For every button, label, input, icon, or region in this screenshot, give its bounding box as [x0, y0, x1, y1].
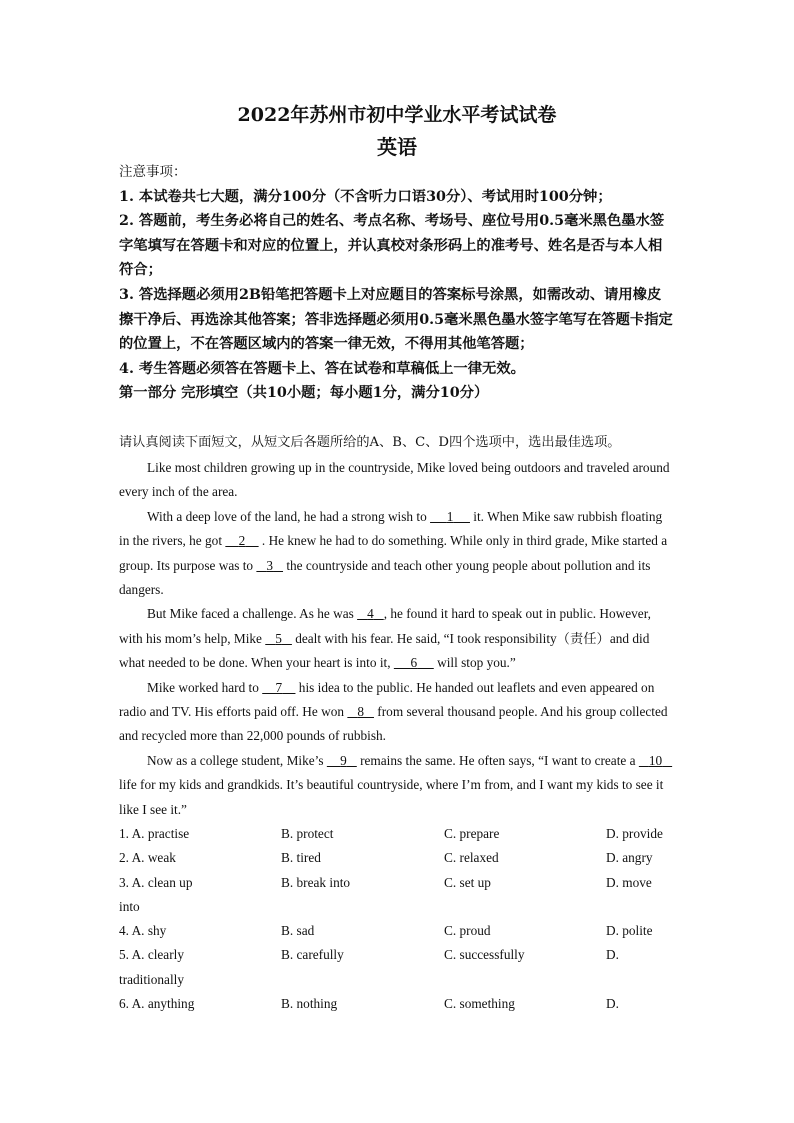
passage-text: remains the same. He often says, “I want to create a: [356, 752, 639, 768]
option-b: B. break into: [281, 874, 351, 890]
passage-text: With a deep love of the land, he had a strong wish to: [147, 508, 431, 524]
blank-1: 1: [446, 508, 454, 524]
option-a: 4. A. shy: [119, 923, 167, 939]
notes-section: [119, 160, 675, 406]
passage-text: But Mike faced a challenge. As he was: [147, 606, 358, 622]
option-c: C. prepare: [444, 826, 500, 841]
blank-5: 5: [275, 630, 282, 646]
option-b: B. carefully: [281, 947, 344, 963]
blank-9: 9: [340, 752, 347, 768]
passage-text: life for my kids and grandkids. It’s beautiful countryside, where I’m from, and I want my kids to see it like I see it.”: [119, 777, 664, 817]
option-row-wrap: [119, 968, 675, 992]
passage-text: dealt with his fear. He said, “I took responsibility（责任）and did what needed to be done. When your heart is into it,: [119, 630, 650, 671]
option-row: [119, 992, 675, 1016]
option-row: [119, 846, 675, 870]
blank-4: 4: [367, 606, 374, 622]
option-a: 1. A. practise: [119, 826, 190, 841]
option-a: 5. A. clearly: [119, 947, 184, 963]
option-wrap: into: [119, 898, 140, 914]
option-d: D. provide: [606, 826, 663, 841]
option-wrap: traditionally: [119, 971, 184, 987]
option-c: C. relaxed: [444, 850, 499, 866]
option-a: 3. A. clean up: [119, 874, 193, 890]
option-b: B. sad: [281, 923, 315, 939]
option-b: B. nothing: [281, 996, 338, 1012]
passage-paragraph-3: [119, 602, 675, 675]
blank-7: 7: [275, 679, 283, 695]
blank-10: 10: [648, 752, 663, 768]
passage: [119, 456, 675, 822]
option-row-wrap: [119, 895, 675, 919]
option-row: [119, 919, 675, 943]
blank-8: 8: [357, 704, 364, 720]
passage-text: his idea to the public. He handed out leaflets and even appeared on radio and TV. His efforts paid off. He won: [119, 679, 655, 720]
option-d: D.: [606, 996, 619, 1012]
option-d: D. polite: [606, 923, 653, 939]
option-b: B. protect: [281, 826, 334, 841]
note-item-2: 2. 答题前，考生务必将自己的姓名、考点名称、考场号、座位号用0.5毫米黑色墨水签字笔填写在答题卡和对应的位置上，并认真校对条形码上的准考号、姓名是否与本人相符合；: [119, 213, 665, 279]
passage-text: Mike worked hard to: [147, 679, 263, 695]
exam-title: 2022年苏州市初中学业水平考试试卷: [237, 104, 557, 126]
blank-6: 6: [410, 655, 418, 671]
option-row: [119, 822, 675, 846]
options-list: [119, 822, 675, 1016]
option-d: D. angry: [606, 850, 653, 866]
passage-paragraph-4: [119, 676, 675, 749]
note-item-1: 1. 本试卷共七大题，满分100分（不含听力口语30分）、考试用时100分钟；: [119, 188, 612, 205]
passage-text: , he found it hard to speak out in public. However, with his mom’s help, Mike: [119, 606, 651, 646]
option-d: D.: [606, 947, 619, 963]
option-row: [119, 943, 675, 967]
passage-text: . He knew he had to do something. While only in third grade, Mike started a group. Its purpose was to: [119, 533, 668, 573]
passage-paragraph-1: Like most children growing up in the countryside, Mike loved being outdoors and traveled around every inch of the area.: [119, 460, 670, 500]
option-row: [119, 871, 675, 895]
passage-paragraph-2: [119, 505, 675, 603]
note-item-4: 4. 考生答题必须答在答题卡上、答在试卷和草稿低上一律无效。: [119, 360, 525, 377]
option-b: B. tired: [281, 850, 321, 866]
section-instruction: 请认真阅读下面短文，从短文后各题所给的A、B、C、D四个选项中，选出最佳选项。: [119, 435, 621, 450]
passage-text: the countryside and teach other young people about pollution and its dangers.: [119, 557, 651, 598]
option-c: C. set up: [444, 874, 491, 890]
option-a: 6. A. anything: [119, 996, 195, 1012]
blank-2: 2: [238, 533, 246, 549]
option-c: C. successfully: [444, 947, 525, 963]
passage-text: from several thousand people. And his group collected and recycled more than 22,000 pounds of rubbish.: [119, 704, 668, 744]
section-heading: 第一部分 完形填空（共10小题；每小题1分，满分10分）: [119, 385, 489, 402]
notes-heading: 注意事项：: [119, 164, 187, 180]
passage-paragraph-5: [119, 749, 675, 822]
passage-text: will stop you.”: [433, 655, 516, 671]
note-item-3: 3. 答选择题必须用2B铅笔把答题卡上对应题目的答案标号涂黑，如需改动、请用橡皮擦干净后、再选涂其他答案；答非选择题必须用0.5毫米黑色墨水签字笔写在答题卡指定的位置上，不在答题区域内的答案一律无效，不得用其他笔答题；: [119, 286, 673, 353]
subject-title: 英语: [377, 135, 417, 159]
option-c: C. proud: [444, 923, 491, 939]
passage-text: it. When Mike saw rubbish floating in the rivers, he got: [119, 508, 663, 549]
passage-text: Now as a college student, Mike’s: [147, 752, 327, 768]
option-d: D. move: [606, 874, 652, 890]
blank-3: 3: [266, 557, 274, 573]
option-a: 2. A. weak: [119, 850, 176, 866]
option-c: C. something: [444, 996, 515, 1012]
